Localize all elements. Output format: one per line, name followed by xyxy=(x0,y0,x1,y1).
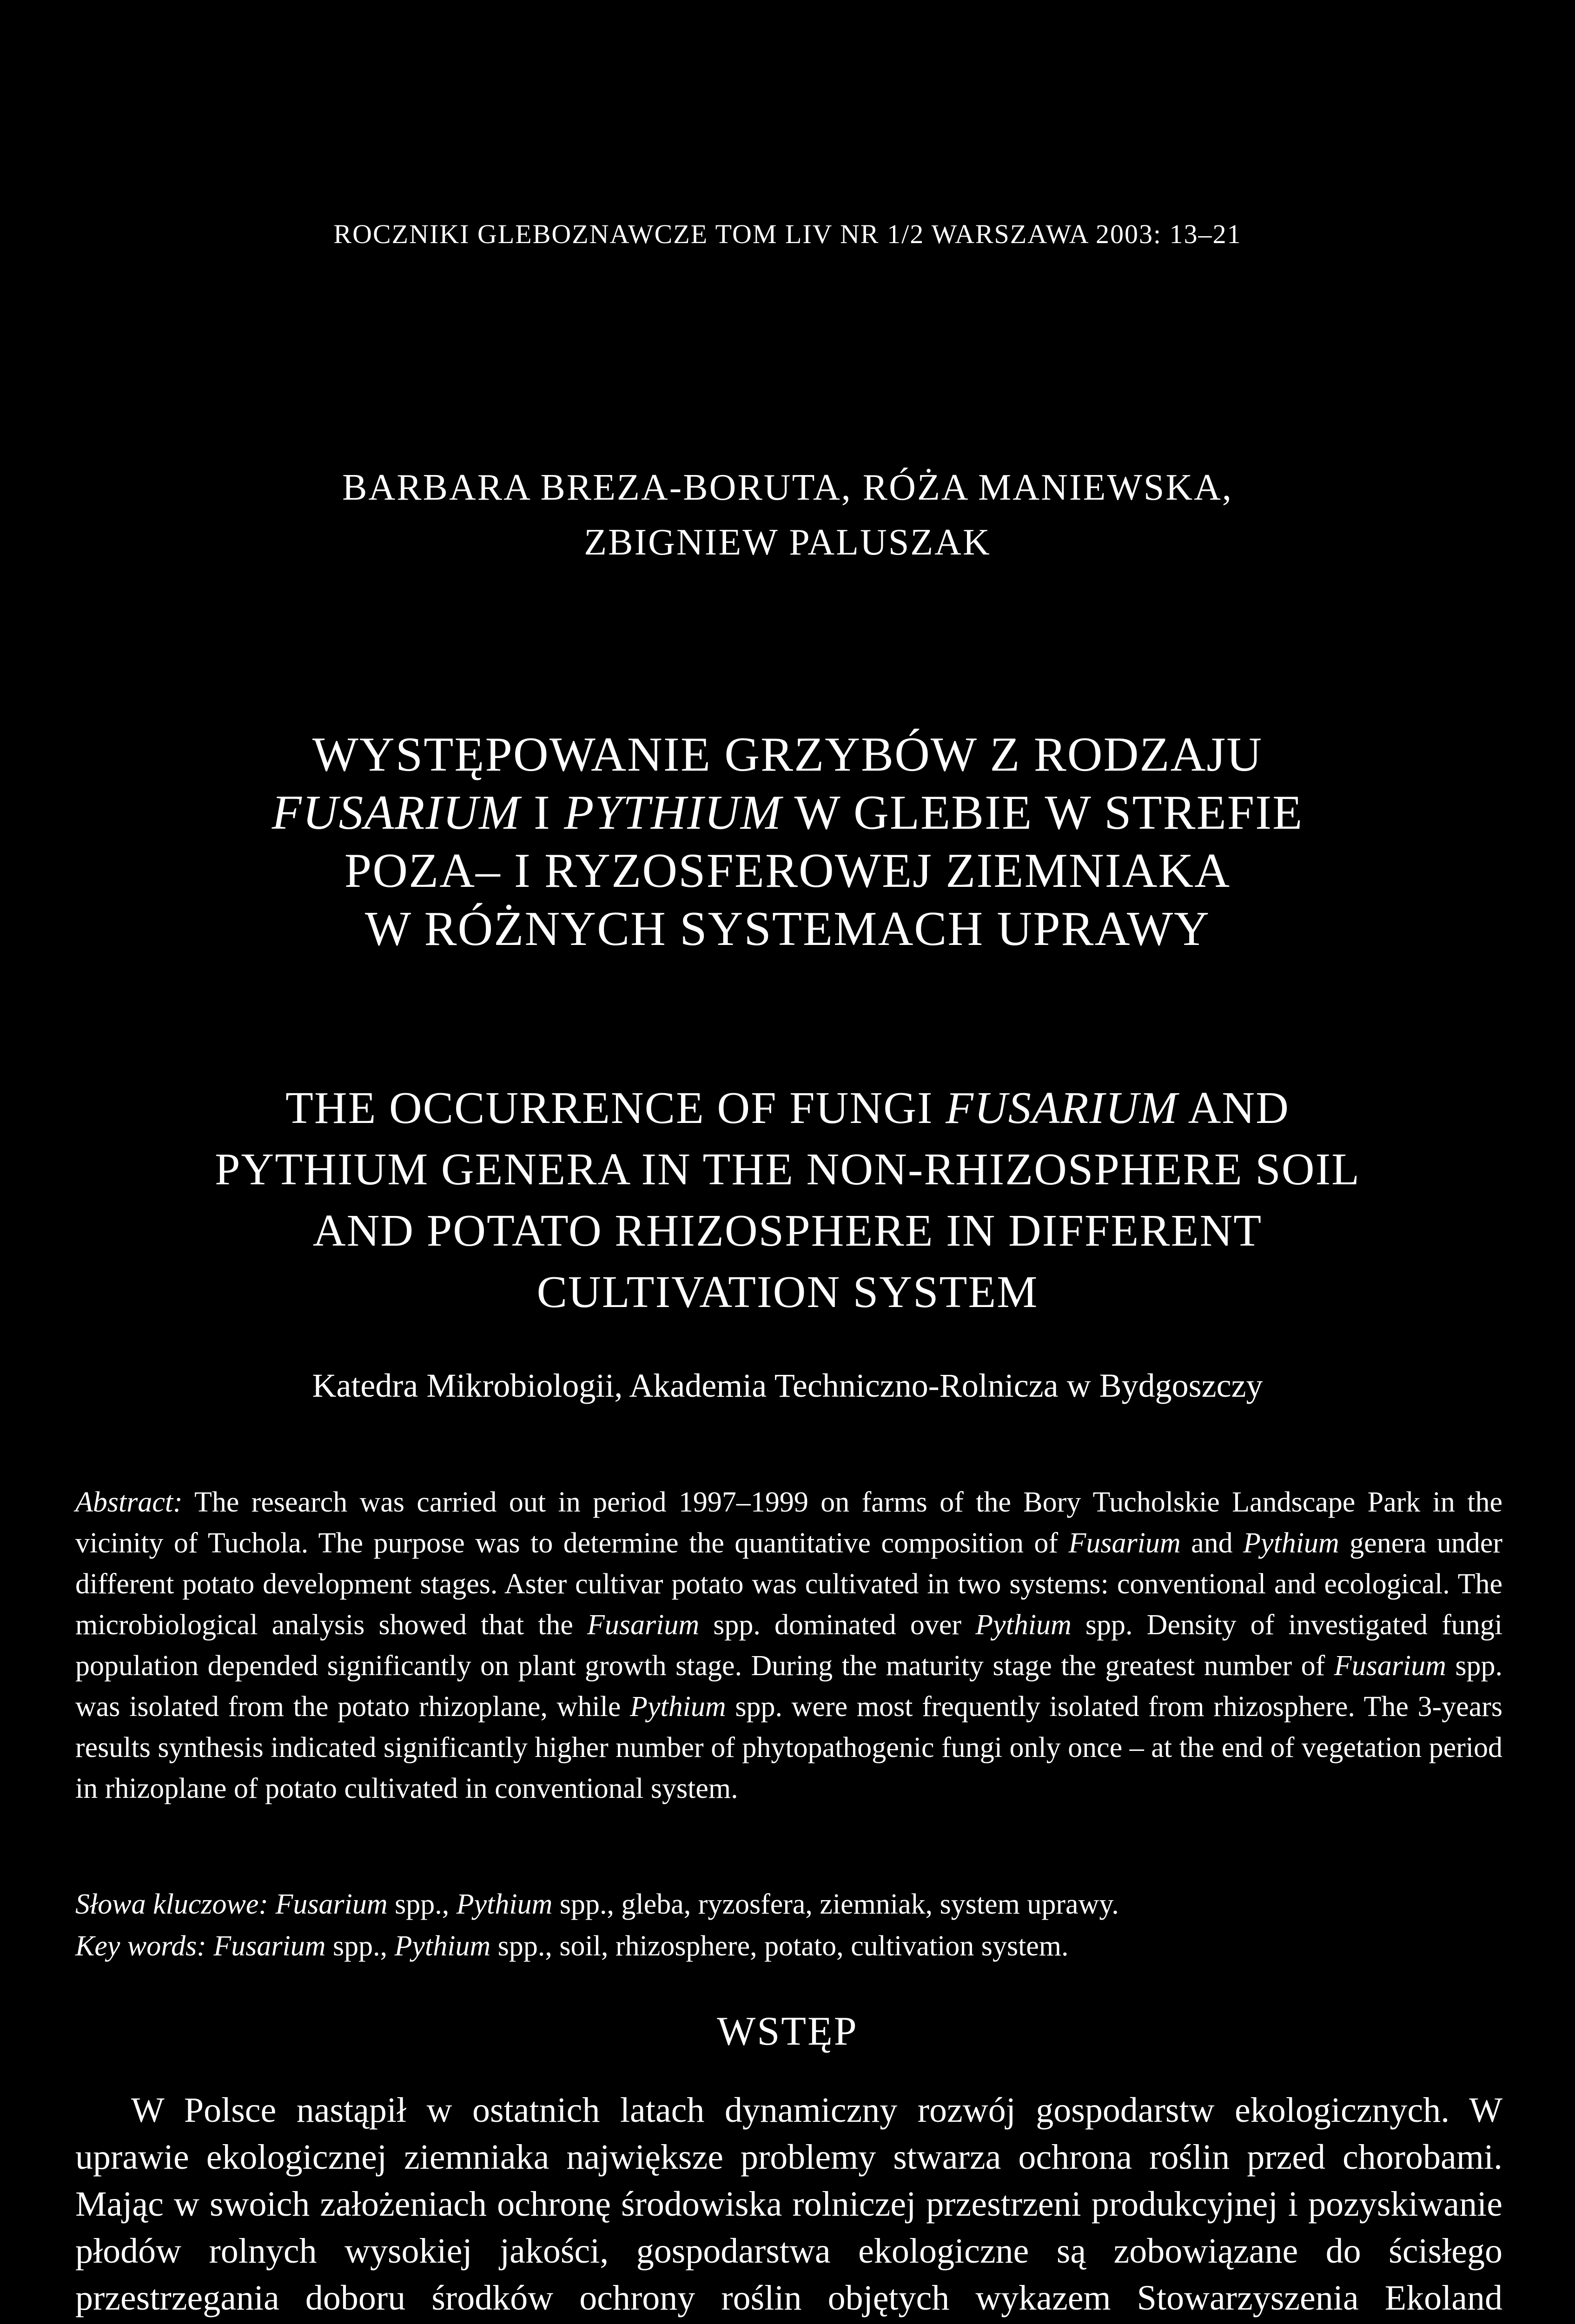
journal-header: ROCZNIKI GLEBOZNAWCZE TOM LIV NR 1/2 WARSZAWA 2003: 13–21 xyxy=(333,219,1242,249)
keywords-english: Key words: Fusarium spp., Pythium spp., soil, rhizosphere, potato, cultivation system. xyxy=(75,1930,1069,1962)
genus-pythium: PYTHIUM xyxy=(564,785,782,839)
section-heading-wstep: WSTĘP xyxy=(717,2009,858,2054)
keywords-pl-label: Słowa kluczowe: xyxy=(75,1888,268,1920)
abstract xyxy=(75,1482,1502,1809)
abstract-label: Abstract: xyxy=(75,1486,183,1518)
keywords-polish: Słowa kluczowe: Fusarium spp., Pythium spp., gleba, ryzosfera, ziemniak, system uprawy. xyxy=(75,1888,1119,1920)
abstract-text: Abstract: The research was carried out in period 1997–1999 on farms of the Bory Tucholskie Landscape Park in the vicinity of Tuchola. The purpose was to determine the quantitative composition of Fusarium and Pythium genera under different potato development stages. Aster cultivar potato was cultivated in two systems: conventional and ecological. The microbiological analysis showed that the Fusarium spp. dominated over Pythium spp. Density of investigated fungi population depended significantly on plant growth stage. During the maturity stage the greatest number of Fusarium spp. was isolated from the potato rhizoplane, while Pythium spp. were most frequently isolated from rhizosphere. The 3-years results synthesis indicated significantly higher number of phytopathogenic fungi only once – at the end of vegetation period in rhizoplane of potato cultivated in conventional system. xyxy=(75,1486,1503,1804)
title-pl-line-1: WYSTĘPOWANIE GRZYBÓW Z RODZAJU xyxy=(312,727,1263,781)
title-en-line-3: AND POTATO RHIZOSPHERE IN DIFFERENT xyxy=(312,1206,1263,1256)
title-en-line-2: PYTHIUM GENERA IN THE NON-RHIZOSPHERE SOIL xyxy=(214,1144,1361,1195)
title-pl-line-4: W RÓŻNYCH SYSTEMACH UPRAWY xyxy=(364,901,1211,956)
genus-fusarium: FUSARIUM xyxy=(271,785,521,839)
authors xyxy=(0,460,1575,570)
title-pl-line-3: POZA– I RYZOSFEROWEJ ZIEMNIAKA xyxy=(344,843,1231,898)
keywords-en-label: Key words: xyxy=(75,1930,206,1962)
title-en-line-1: THE OCCURRENCE OF FUNGI FUSARIUM AND xyxy=(285,1083,1290,1133)
title-polish xyxy=(0,725,1575,957)
title-en-line-4: CULTIVATION SYSTEM xyxy=(536,1267,1039,1317)
authors-line-2: ZBIGNIEW PALUSZAK xyxy=(584,522,991,563)
title-english xyxy=(0,1077,1575,1323)
genus-fusarium: FUSARIUM xyxy=(946,1083,1178,1133)
affiliation: Katedra Mikrobiologii, Akademia Techniczno-Rolnicza w Bydgoszczy xyxy=(312,1367,1263,1404)
title-pl-line-2: FUSARIUM I PYTHIUM W GLEBIE W STREFIE xyxy=(271,785,1304,839)
body-paragraph: W Polsce nastąpił w ostatnich latach dynamiczny rozwój gospodarstw ekologicznych. W uprawie ekologicznej ziemniaka największe problemy stwarza ochrona roślin przed chorobami. Mając w swoich założeniach ochronę środowiska rolniczej przestrzeni produkcyjnej i pozyskiwanie płodów rolnych wysokiej jakości, gospodarstwa ekologiczne są zobowiązane do ścisłego przestrzegania doboru środków ochrony roślin objętych wykazem Stowarzyszenia Ekoland xyxy=(75,2091,1502,2317)
authors-line-1: BARBARA BREZA-BORUTA, RÓŻA MANIEWSKA, xyxy=(342,467,1233,508)
